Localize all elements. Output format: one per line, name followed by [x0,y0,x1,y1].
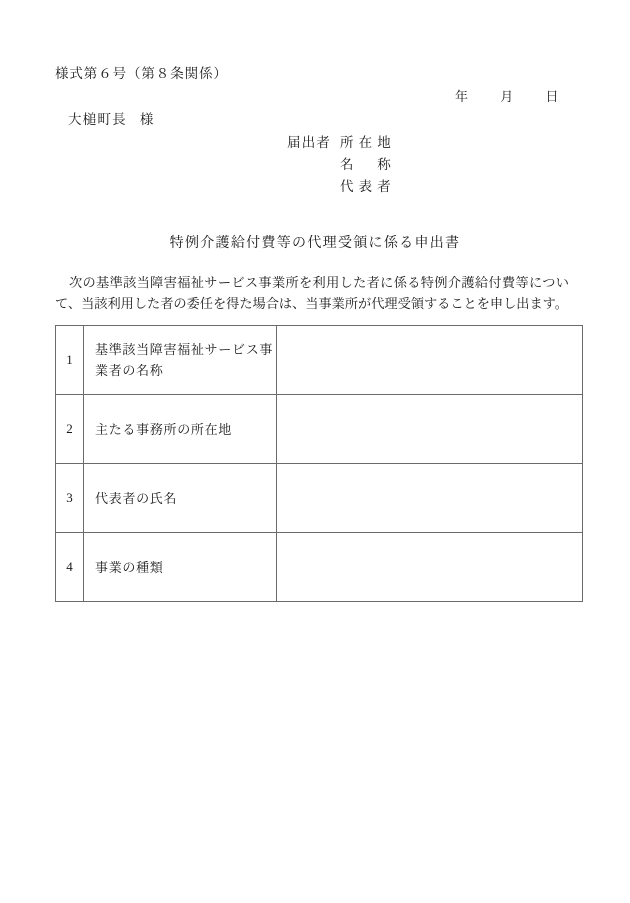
submitter-row-representative [287,175,392,197]
table-row [56,533,583,602]
submitter-field-name: 名 称 [340,157,392,172]
row-index: 2 [56,395,84,464]
row-label: 基準該当障害福祉サービス事業者の名称 [84,326,277,395]
submitter-row-name [287,153,392,175]
date-year-label: 年 [455,89,469,104]
form-table [55,325,583,602]
form-number: 様式第６号（第８条関係） [55,66,228,81]
row-value-field[interactable] [277,326,583,395]
document-title: 特例介護給付費等の代理受領に係る申出書 [169,236,461,251]
row-label: 事業の種類 [84,533,277,602]
submitter-label: 届出者 [287,135,332,150]
row-value-field[interactable] [277,464,583,533]
date-month-label: 月 [500,89,514,104]
row-index: 3 [56,464,84,533]
table-row [56,326,583,395]
submitter-row-address [287,131,392,153]
submitter-field-address: 所在地 [340,135,392,150]
row-value-field[interactable] [277,533,583,602]
addressee-honorific: 様 [139,112,155,127]
table-row [56,395,583,464]
row-index: 4 [56,533,84,602]
row-label: 代表者の氏名 [84,464,277,533]
addressee-recipient: 大槌町長 [68,112,127,127]
row-value-field[interactable] [277,395,583,464]
date-line [455,86,559,105]
body-paragraph: 次の基準該当障害福祉サービス事業所を利用した者に係る特例介護給付費等について、当該利用した者の委任を得た場合は、当事業所が代理受領することを申し出ます。 [55,275,569,311]
submitter-block [287,131,392,197]
submitter-field-representative: 代表者 [340,179,392,194]
addressee [68,108,155,128]
row-label: 主たる事務所の所在地 [84,395,277,464]
table-row [56,464,583,533]
date-day-label: 日 [545,89,559,104]
row-index: 1 [56,326,84,395]
